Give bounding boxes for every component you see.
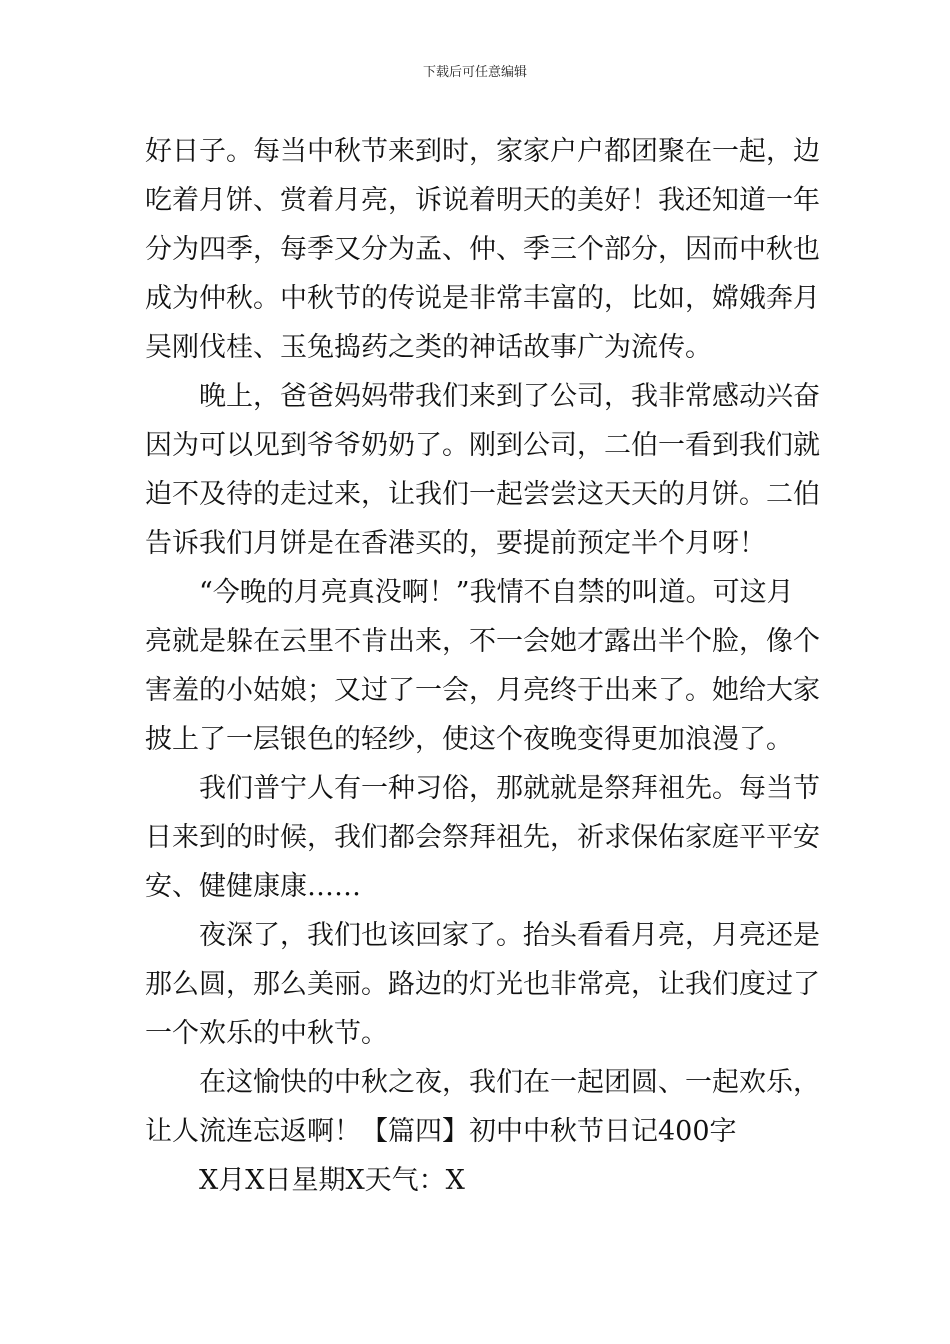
date-weather-line: X月X日星期X天气：X [199, 1165, 465, 1196]
text-line: 日来到的时候，我们都会祭拜祖先，祈求保佑家庭平平安 [145, 822, 820, 853]
text-line: 告诉我们月饼是在香港买的，要提前预定半个月呀！ [145, 528, 766, 559]
text-line: 吴刚伐桂、玉兔捣药之类的神话故事广为流传。 [145, 332, 712, 363]
paragraph-start-line: 夜深了，我们也该回家了。抬头看看月亮，月亮还是 [199, 920, 820, 951]
text-line: 亮就是躲在云里不肯出来，不一会她才露出半个脸，像个 [145, 626, 820, 657]
paragraph-start-line: 我们普宁人有一种习俗，那就就是祭拜祖先。每当节 [199, 773, 820, 804]
text-line: 让人流连忘返啊！【篇四】初中中秋节日记400字 [145, 1116, 737, 1147]
text-line: 分为四季，每季又分为孟、仲、季三个部分，因而中秋也 [145, 234, 820, 265]
text-line: 迫不及待的走过来，让我们一起尝尝这天天的月饼。二伯 [145, 479, 820, 510]
paragraph-start-line: 晚上，爸爸妈妈带我们来到了公司，我非常感动兴奋 [199, 381, 820, 412]
text-line: 披上了一层银色的轻纱，使这个夜晚变得更加浪漫了。 [145, 724, 793, 755]
text-line: 吃着月饼、赏着月亮，诉说着明天的美好！我还知道一年 [145, 185, 820, 216]
page-header: 下载后可任意编辑 [422, 65, 527, 80]
paragraph-start-line: 在这愉快的中秋之夜，我们在一起团圆、一起欢乐， [199, 1067, 820, 1098]
text-line: 好日子。每当中秋节来到时，家家户户都团聚在一起，边 [145, 136, 820, 167]
text-line: 安、健健康康…… [145, 871, 361, 902]
text-line: 因为可以见到爷爷奶奶了。刚到公司，二伯一看到我们就 [145, 430, 820, 461]
text-line: 那么圆，那么美丽。路边的灯光也非常亮，让我们度过了 [145, 969, 820, 1000]
text-line: 害羞的小姑娘；又过了一会，月亮终于出来了。她给大家 [145, 675, 820, 706]
text-line: 成为仲秋。中秋节的传说是非常丰富的，比如，嫦娥奔月 [145, 283, 820, 314]
text-line: 一个欢乐的中秋节。 [145, 1018, 388, 1049]
paragraph-start-line: “今晚的月亮真没啊！”我情不自禁的叫道。可这月 [199, 577, 794, 608]
document-body [145, 127, 820, 1205]
